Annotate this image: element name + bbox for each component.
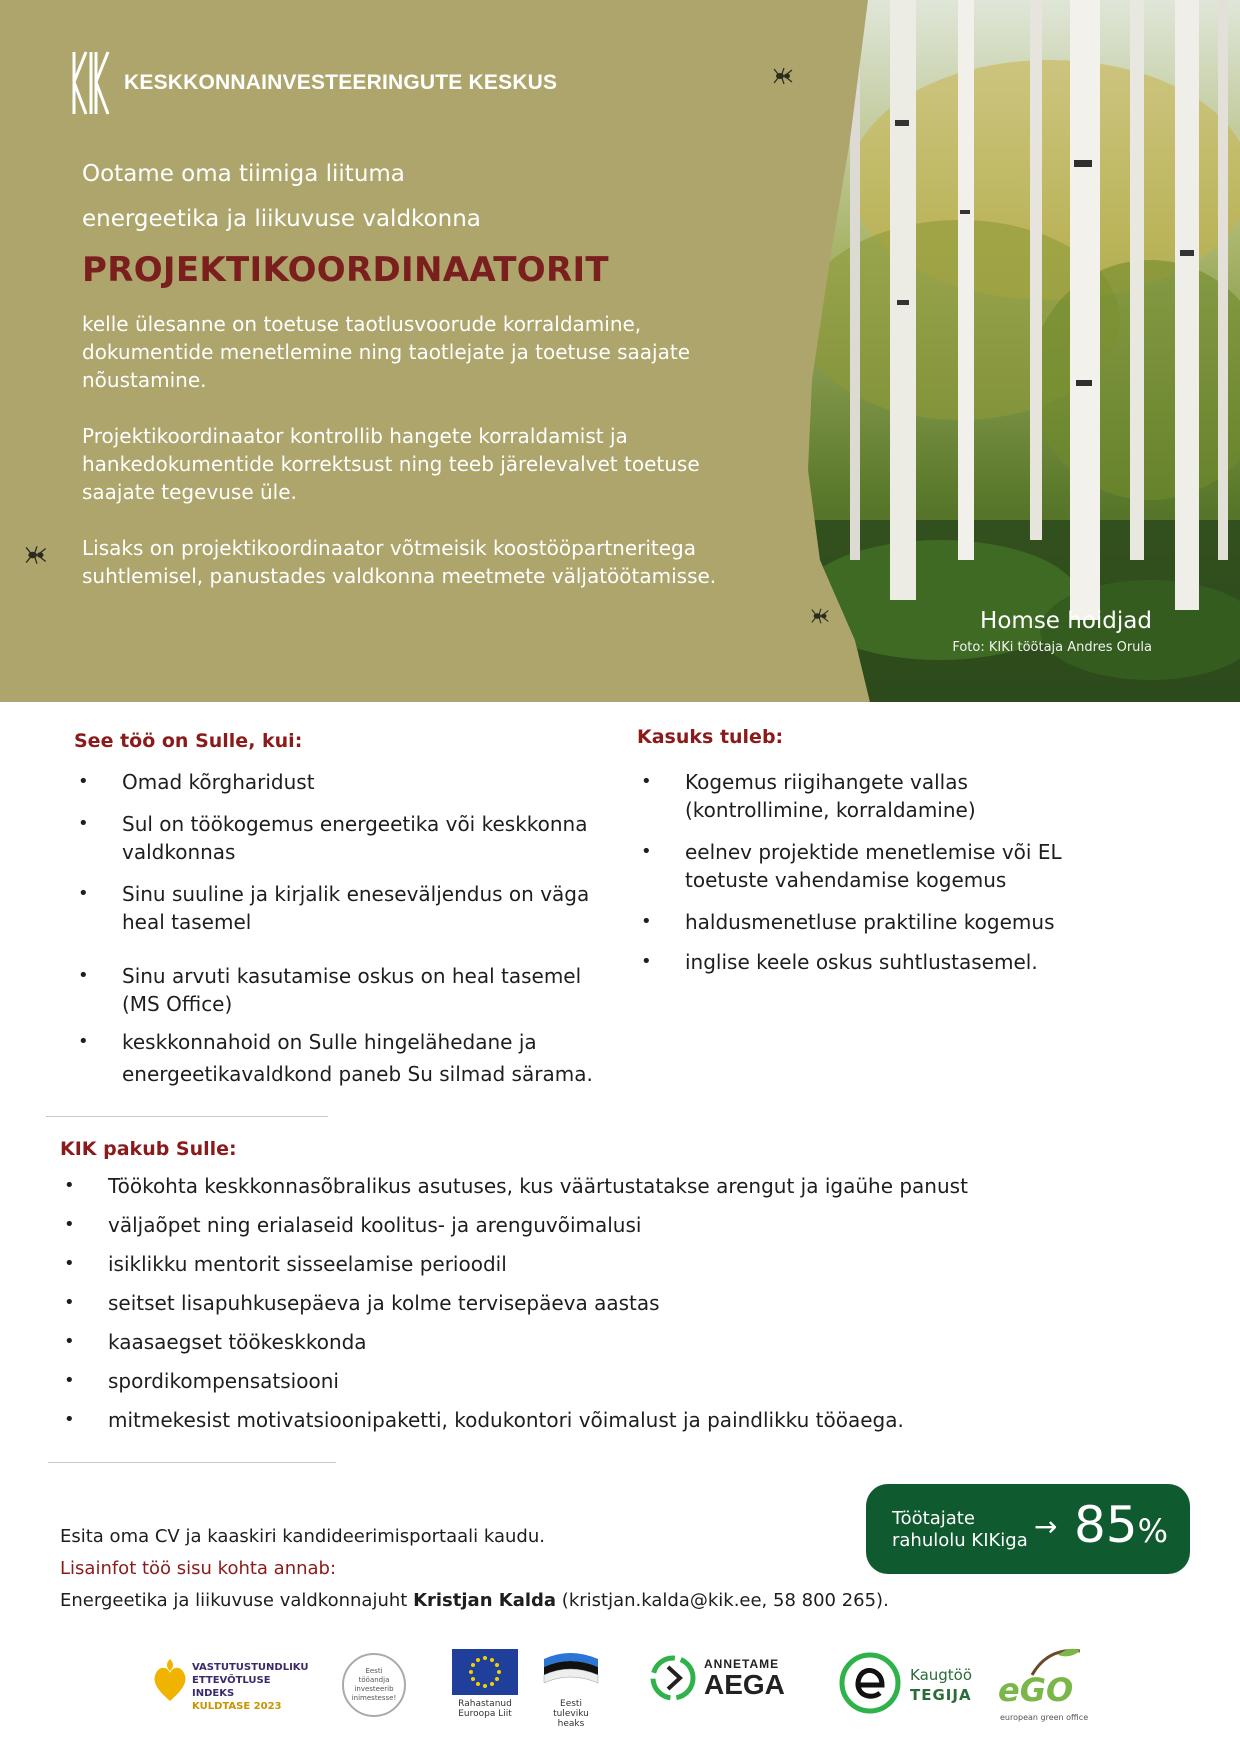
european-green-office-logo [998, 1645, 1108, 1725]
list-item: • Omad kõrgharidust [74, 768, 594, 796]
badge-label-line: rahulolu KIKiga [892, 1530, 1028, 1551]
arrow-right-icon: → [1034, 1510, 1058, 1543]
description-paragraph: Projektikoordinaator kontrollib hangete korraldamist ja hankedokumentide korrektsust ning teeb järelevalvet toetuse saajate tegevuse üle. [82, 424, 700, 504]
description-paragraph: Lisaks on projektikoordinaator võtmeisik koostööpartneritega suhtlemisel, panustades valdkonna meetmete väljatöötamisse. [82, 536, 717, 588]
kaugtoo-line: Kaugtöö [910, 1666, 973, 1684]
csr-line: KULDTASE 2023 [192, 1701, 282, 1712]
ant-icon [772, 66, 796, 86]
csr-line: ETTEVÕTLUSE INDEKS [192, 1675, 271, 1699]
aega-line: AEGA [704, 1669, 785, 1700]
ee-caption-line: Eesti [560, 1699, 582, 1709]
ego-letters: eGO [998, 1671, 1074, 1709]
kaugtoo-tegija-logo [838, 1645, 978, 1725]
annetame-aega-logo [648, 1645, 788, 1725]
contact-details[interactable]: (kristjan.kalda@kik.ee, 58 800 265). [556, 1590, 889, 1611]
requirements-list [74, 768, 594, 1100]
list-item: • inglise keele oskus suhtlustasemel. [637, 948, 1097, 976]
eu-caption-line: Euroopa Liit [458, 1709, 512, 1719]
info-label: Lisainfot töö sisu kohta annab: [60, 1558, 337, 1579]
clock-hourglass-icon [648, 1653, 698, 1703]
requirements-title: See töö on Sulle, kui: [74, 730, 303, 752]
list-item: • väljaõpet ning erialaseid koolitus- ja arenguvõimalusi [60, 1211, 1060, 1239]
org-name: KESKKONNAINVESTEERINGUTE KESKUS [124, 71, 558, 94]
photo-caption [952, 608, 1152, 655]
estonian-flag-wave-icon [540, 1649, 602, 1695]
list-item: • isiklikku mentorit sisseelamise perioodil [60, 1250, 1060, 1278]
description-paragraph: kelle ülesanne on toetuse taotlusvoorude korraldamine, dokumentide menetlemine ning taotlejate ja toetuse saajate nõustamine. [82, 312, 690, 392]
eu-funding-logo [452, 1645, 522, 1725]
job-description [82, 310, 762, 618]
estonia-logo [540, 1645, 610, 1729]
annetame-line: ANNETAME [704, 1657, 780, 1671]
e-circle-icon [838, 1651, 902, 1715]
list-item: • haldusmenetluse praktiline kogemus [637, 908, 1097, 936]
advantages-list [637, 768, 1097, 986]
ego-caption: european green office [1000, 1713, 1089, 1722]
badge-value [1074, 1496, 1168, 1554]
eu-caption-line: Rahastanud [458, 1699, 512, 1709]
list-item: • Kogemus riigihangete vallas (kontrollimine, korraldamine) [637, 768, 1097, 824]
list-item: • kaasaegset töökeskkonda [60, 1328, 1060, 1356]
badge-label [892, 1508, 1028, 1552]
divider [46, 1116, 328, 1117]
job-title: PROJEKTIKOORDINAATORIT [82, 250, 609, 290]
offers-list [60, 1172, 1060, 1444]
kik-logo-icon [72, 50, 110, 116]
list-item: • Sul on töökogemus energeetika või keskkonna valdkonnas [74, 810, 594, 866]
eu-flag-icon [452, 1649, 518, 1695]
satisfaction-badge [866, 1484, 1190, 1574]
partner-logos [140, 1645, 1120, 1729]
ant-icon [810, 606, 832, 626]
intro [82, 152, 782, 242]
list-item: • Sinu arvuti kasutamise oskus on heal tasemel (MS Office) [74, 962, 594, 1018]
csr-index-logo [152, 1645, 309, 1725]
divider [48, 1462, 336, 1463]
list-item: • spordikompensatsiooni [60, 1367, 1060, 1395]
list-item: • eelnev projektide menetlemise või EL toetuste vahendamise kogemus [637, 838, 1097, 894]
list-item: • Sinu suuline ja kirjalik eneseväljendus on väga heal tasemel [74, 880, 594, 936]
photo-title: Homse hoidjad [980, 608, 1152, 634]
badge-unit: % [1137, 1512, 1169, 1550]
advantages-title: Kasuks tuleb: [637, 726, 784, 748]
intro-line-2: energeetika ja liikuvuse valdkonna [82, 206, 481, 232]
list-item: • Töökohta keskkonnasõbralikus asutuses, kus väärtustatakse arengut ja igaühe panust [60, 1172, 1060, 1200]
list-item: • keskkonnahoid on Sulle hingelähedane ja energeetikavaldkond paneb Su silmad särama. [74, 1026, 594, 1090]
badge-number: 85 [1074, 1496, 1138, 1554]
photo-credit: Foto: KIKi töötaja Andres Orula [952, 640, 1152, 655]
org-logo [72, 50, 557, 116]
csr-line: VASTUTUSTUNDLIKU [192, 1662, 309, 1673]
employer-seal: Eesti tööandja investeerib inimestesse! [342, 1653, 406, 1717]
ee-caption-line: tuleviku heaks [553, 1709, 589, 1729]
badge-label-line: Töötajate [892, 1508, 975, 1529]
contact-prefix: Energeetika ja liikuvuse valdkonnajuht [60, 1590, 414, 1611]
contact-name: Kristjan Kalda [413, 1590, 557, 1611]
tegija-line: TEGIJA [910, 1686, 972, 1704]
ant-icon [24, 544, 50, 566]
list-item: • mitmekesist motivatsioonipaketti, kodukontori võimalust ja paindlikku tööaega. [60, 1406, 1060, 1434]
contact-line [60, 1590, 889, 1611]
intro-line-1: Ootame oma tiimiga liituma [82, 161, 405, 187]
heart-leaf-icon [152, 1655, 188, 1705]
apply-text: Esita oma CV ja kaaskiri kandideerimisportaali kaudu. [60, 1526, 545, 1547]
header-band [0, 0, 1240, 702]
employer-seal-logo [340, 1645, 410, 1725]
list-item: • seitset lisapuhkusepäeva ja kolme tervisepäeva aastas [60, 1289, 1060, 1317]
offers-title: KIK pakub Sulle: [60, 1138, 237, 1160]
